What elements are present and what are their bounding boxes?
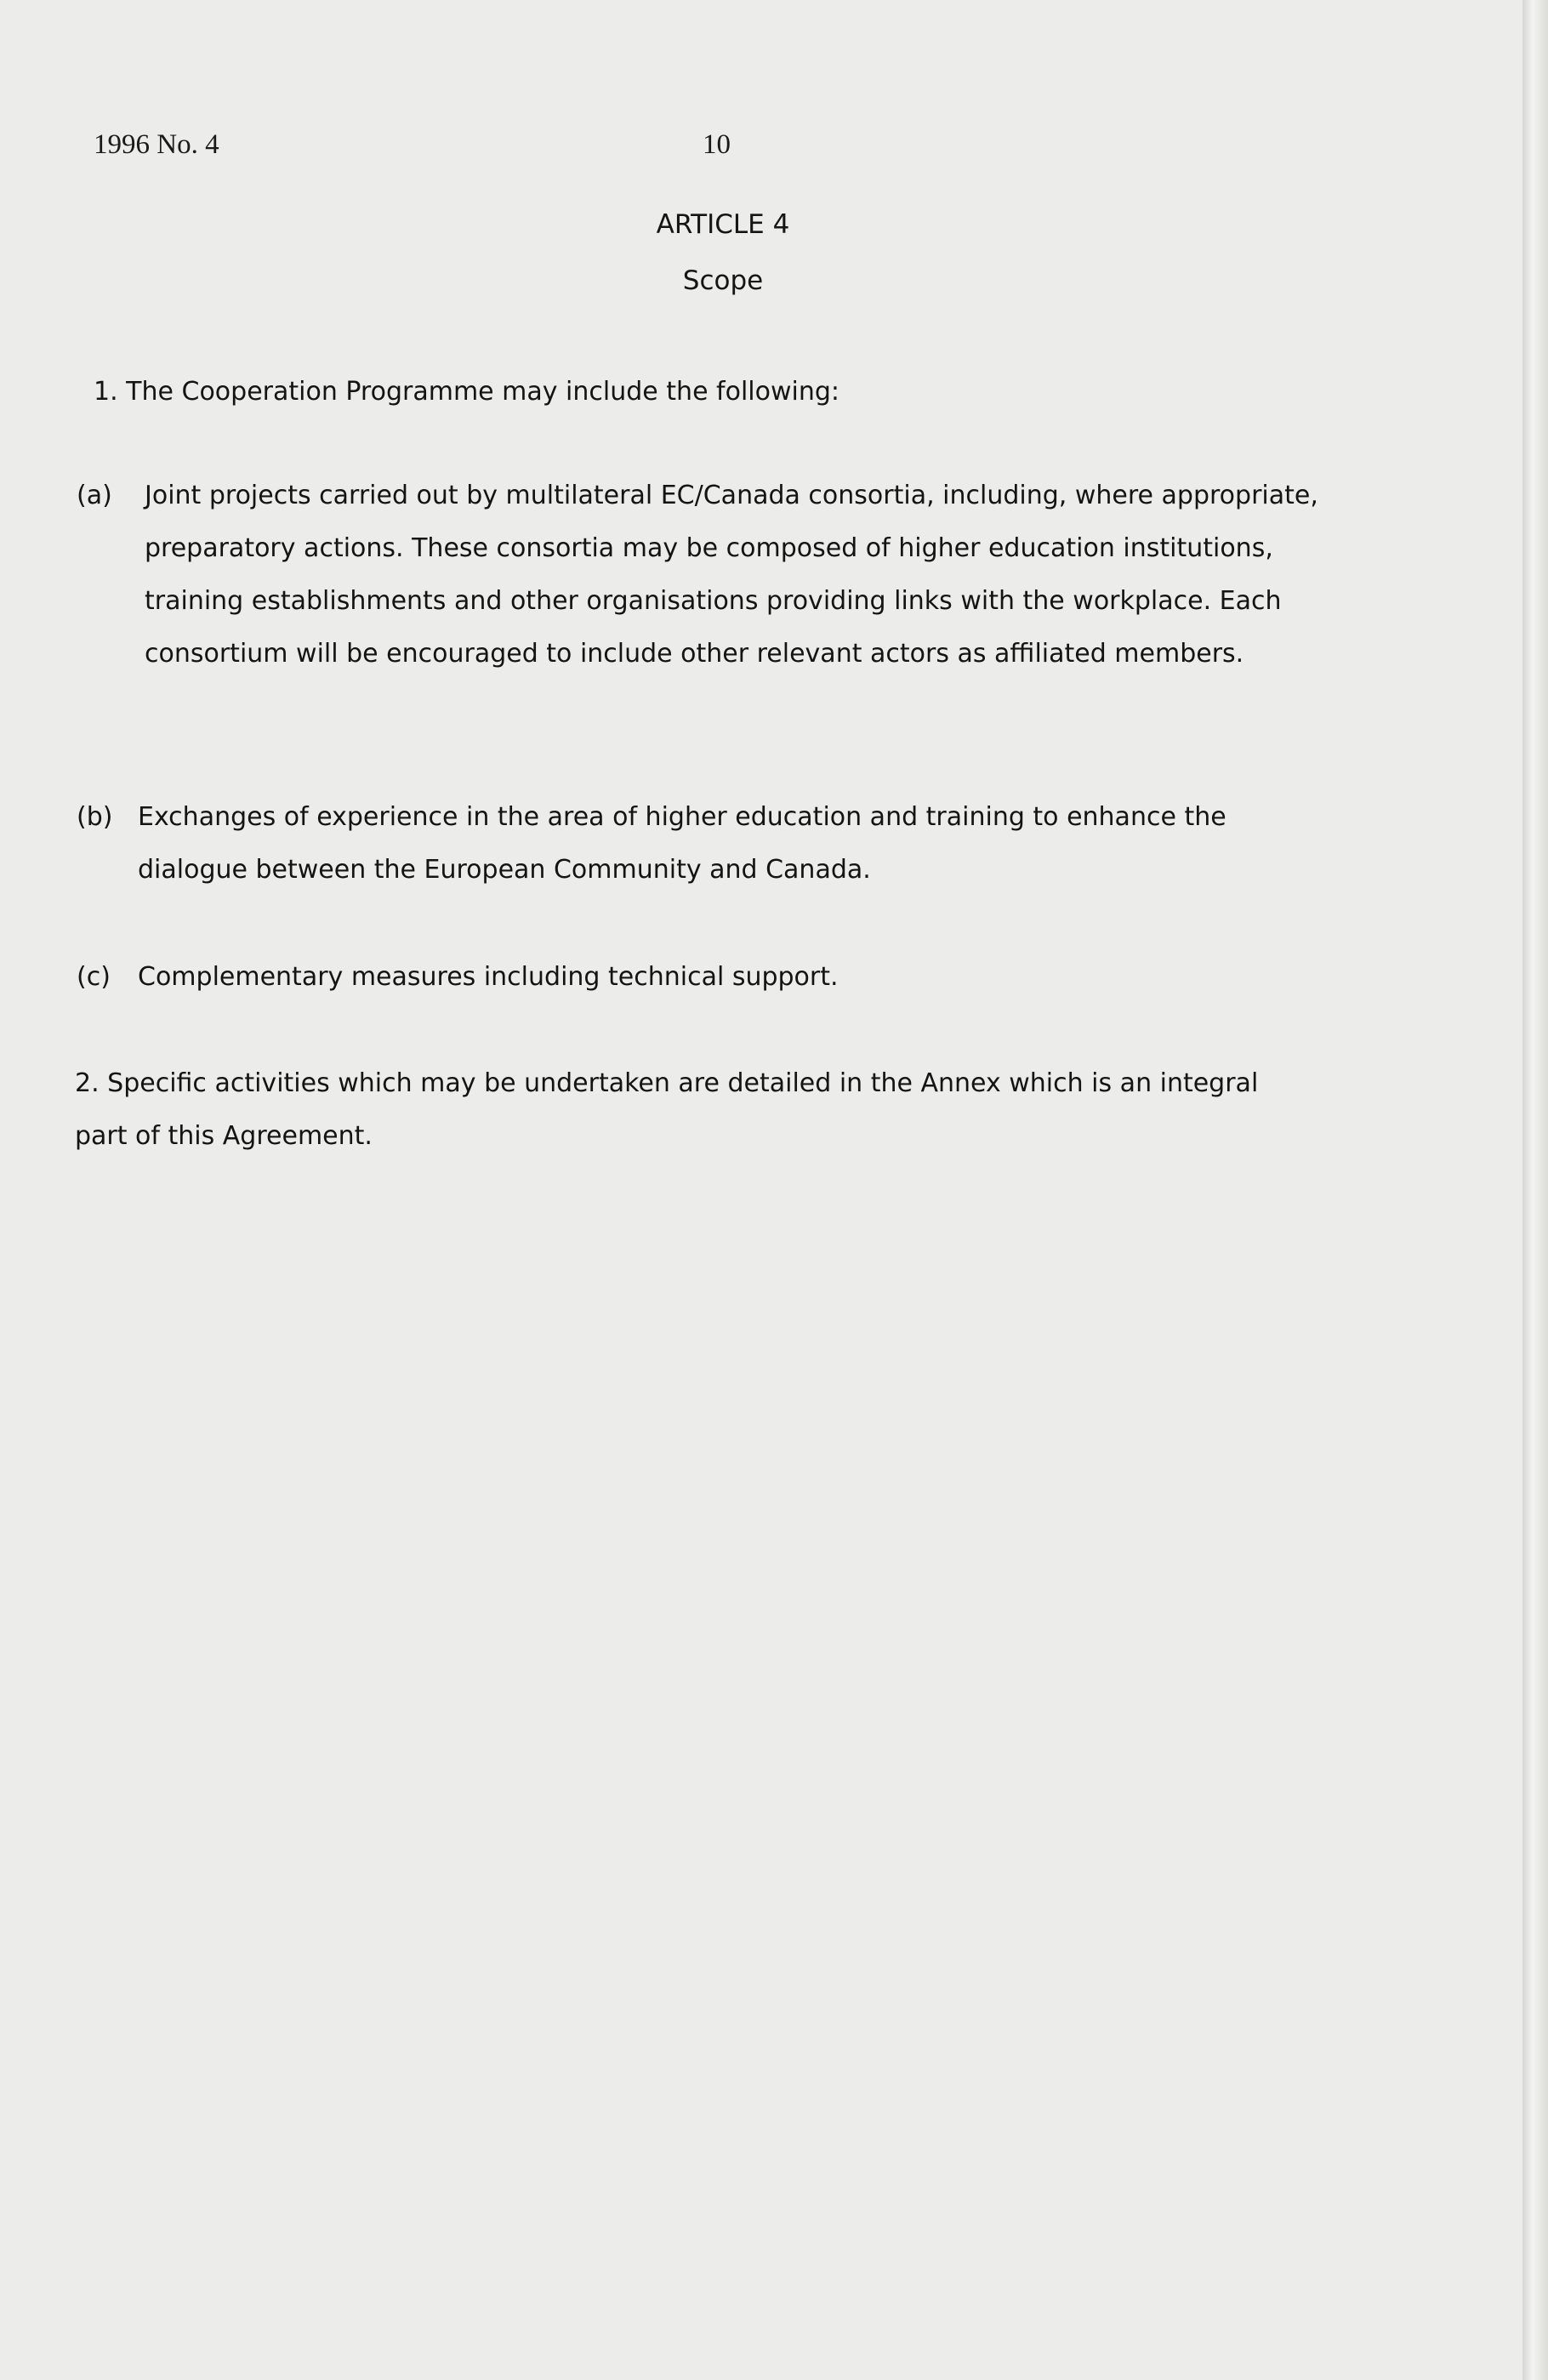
article-heading: ARTICLE 4	[656, 209, 790, 240]
list-item-text: Exchanges of experience in the area of higher education and training to enhance the dialogue between the European Community and Canada.	[138, 802, 1226, 885]
document-reference: 1996 No. 4	[94, 129, 219, 160]
page-edge	[1522, 0, 1548, 2380]
list-item-label: (b)	[77, 802, 113, 832]
article-subheading: Scope	[682, 265, 764, 296]
list-item-label: (c)	[77, 962, 111, 992]
paragraph-1: 1. The Cooperation Programme may include the following:	[94, 377, 840, 407]
page-number: 10	[703, 129, 731, 160]
list-item-label: (a)	[77, 481, 112, 510]
list-item-text: Joint projects carried out by multilateral EC/Canada consortia, including, where appropriate, preparatory actions. These consortia may be composed of higher education institutions, training establishments and other organisations providing links with the workplace. Each consortium will be encouraged to include other relevant actors as affiliated members.	[145, 481, 1318, 669]
paragraph-2: 2. Specific activities which may be undertaken are detailed in the Annex which is an integral part of this Agreement.	[75, 1068, 1259, 1151]
list-item-text: Complementary measures including technical support.	[138, 962, 839, 992]
